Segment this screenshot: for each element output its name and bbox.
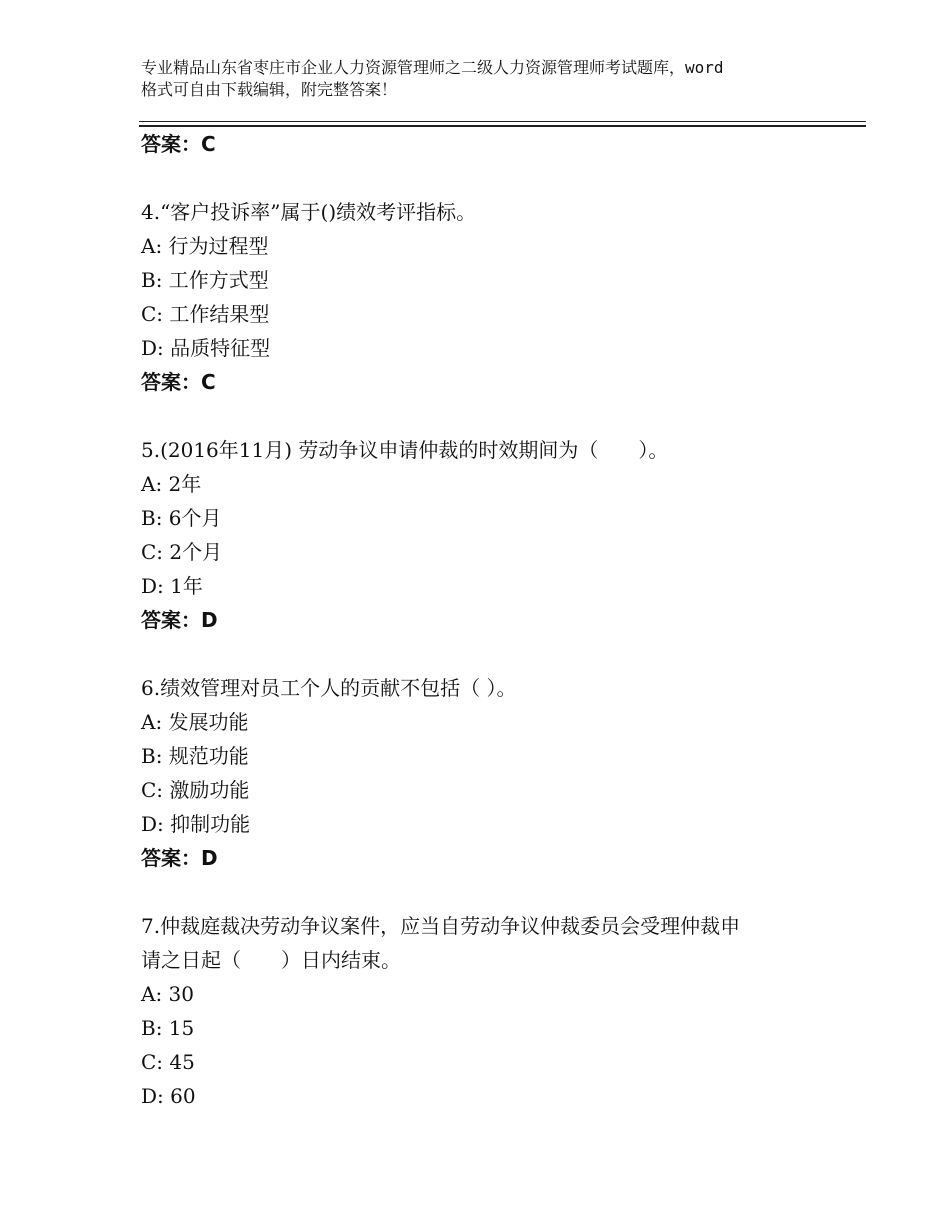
question-4-option-a: A: 行为过程型: [141, 234, 269, 258]
question-5-option-a: A: 2年: [141, 472, 202, 496]
question-7-option-b: B: 15: [141, 1016, 195, 1040]
header-line-1: 专业精品山东省枣庄市企业人力资源管理师之二级人力资源管理师考试题库，word: [141, 58, 724, 77]
spacer: [141, 875, 861, 909]
question-7-stem-line-1: 7.仲裁庭裁决劳动争议案件，应当自劳动争议仲裁委员会受理仲裁申: [141, 914, 741, 938]
question-7-stem-line-2: 请之日起（ ）日内结束。: [141, 948, 401, 972]
question-4-option-b: B: 工作方式型: [141, 268, 269, 292]
question-5-option-c: C: 2个月: [141, 540, 223, 564]
question-6-answer: 答案：D: [141, 846, 218, 870]
question-7-option-a: A: 30: [141, 982, 194, 1006]
question-6-option-c: C: 激励功能: [141, 778, 250, 802]
question-list: [141, 127, 861, 1113]
header-line-2: 格式可自由下载编辑，附完整答案！: [141, 80, 398, 99]
question-4: [141, 195, 861, 229]
question-6-stem: 6.绩效管理对员工个人的贡献不包括（ ）。: [141, 676, 517, 700]
question-5-option-b: B: 6个月: [141, 506, 222, 530]
spacer: [141, 637, 861, 671]
question-4-option-d: D: 品质特征型: [141, 336, 271, 360]
question-5: [141, 433, 861, 467]
question-7-option-d: D: 60: [141, 1084, 196, 1108]
question-6-option-b: B: 规范功能: [141, 744, 249, 768]
answer-line-q3: 答案：C: [141, 132, 216, 156]
header-rule-thin: [139, 121, 866, 122]
spacer: [141, 161, 861, 195]
question-7: [141, 909, 861, 977]
page-header: [141, 57, 831, 101]
question-7-option-c: C: 45: [141, 1050, 195, 1074]
question-6-option-d: D: 抑制功能: [141, 812, 251, 836]
question-4-option-c: C: 工作结果型: [141, 302, 270, 326]
spacer: [141, 399, 861, 433]
question-5-stem: 5.(2016年11月) 劳动争议申请仲裁的时效期间为（ ）。: [141, 438, 669, 462]
question-6: [141, 671, 861, 705]
question-4-answer: 答案：C: [141, 370, 216, 394]
question-5-option-d: D: 1年: [141, 574, 203, 598]
question-5-answer: 答案：D: [141, 608, 218, 632]
question-6-option-a: A: 发展功能: [141, 710, 249, 734]
question-4-stem: 4.“客户投诉率”属于()绩效考评指标。: [141, 200, 477, 224]
